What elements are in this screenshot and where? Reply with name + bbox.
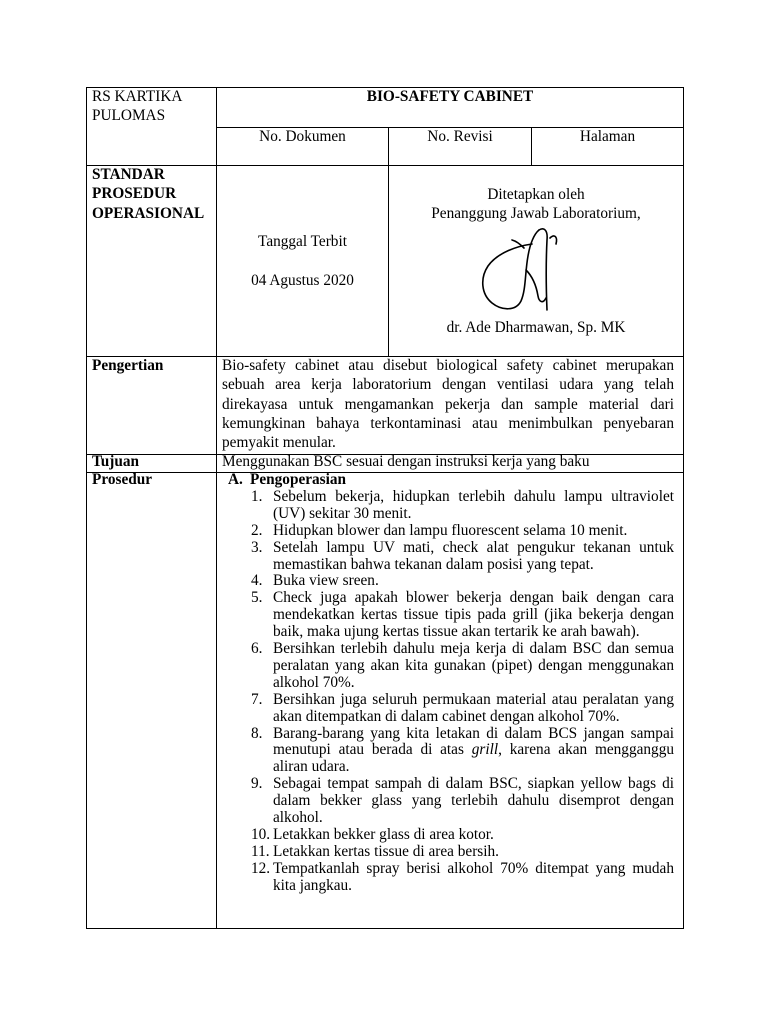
issue-date-cell: [217, 166, 388, 356]
procedure-step: [251, 589, 674, 641]
step-text: , karena akan mengganggu aliran udara.: [273, 741, 674, 776]
page-label: Halaman: [579, 128, 636, 145]
step-text: Hidupkan blower dan lampu fluorescent selama 10 menit.: [273, 521, 628, 539]
approver-title: Penanggung Jawab Laboratorium,: [431, 205, 641, 223]
sop-label: STANDAR PROSEDUR OPERASIONAL: [92, 166, 205, 222]
table-rule-bottom: [86, 928, 684, 929]
step-number: 10.: [251, 826, 271, 844]
approver-signature: [466, 224, 606, 318]
approval-cell: [389, 166, 683, 356]
procedure-section-heading: [216, 472, 683, 489]
step-text: Bersihkan terlebih dahulu meja kerja di dalam BSC dan semua peralatan yang akan kita gunakan (pipet) dengan menggunakan alkohol 70%.: [273, 640, 674, 691]
table-rule-right: [683, 87, 684, 929]
step-text: Sebelum bekerja, hidupkan terlebih dahulu lampu ultraviolet (UV) sekitar 30 menit.: [273, 487, 674, 522]
step-number: 8.: [251, 724, 263, 742]
document-number-label: No. Dokumen: [259, 128, 346, 145]
approved-by-label: Ditetapkan oleh: [487, 186, 585, 204]
procedure-step: [251, 572, 674, 590]
procedure-step: [251, 842, 674, 861]
step-number: 7.: [251, 690, 263, 708]
step-number: 9.: [251, 775, 263, 793]
step-text: Barang-barang yang kita letakan di dalam BCS jangan sampai menutupi atau berada di atas: [273, 724, 674, 759]
step-text: Setelah lampu UV mati, check alat pengukur tekanan untuk memastikan bahwa tekanan dalam posisi yang tepat.: [273, 538, 674, 573]
procedure-step: [251, 690, 674, 726]
step-number: 12.: [251, 859, 271, 877]
step-number: 3.: [251, 538, 263, 556]
step-number: 6.: [251, 640, 263, 658]
section-title: Pengoperasian: [250, 471, 347, 488]
step-number: 1.: [251, 487, 263, 505]
step-text: Bersihkan juga seluruh permukaan material atau peralatan yang akan ditempatkan di dalam cabinet dengan alkohol 70%.: [273, 690, 674, 725]
organization-name: RS KARTIKA PULOMAS: [92, 88, 182, 125]
step-text: Sebagai tempat sampah di dalam BSC, siapkan yellow bags di dalam bekker glass yang terlebih dahulu disemprot dengan alkohol.: [273, 775, 674, 827]
step-number: 2.: [251, 521, 263, 539]
procedure-step: [251, 487, 674, 523]
procedure-step: [251, 724, 674, 777]
issue-date-label: Tanggal Terbit: [258, 233, 347, 251]
step-number: 11.: [251, 842, 270, 860]
definition-label: Pengertian: [92, 357, 164, 374]
procedure-step: [251, 521, 674, 540]
procedure-step: [251, 826, 674, 844]
step-number: 4.: [251, 572, 263, 590]
procedure-label: Prosedur: [92, 471, 153, 488]
approver-name: dr. Ade Dharmawan, Sp. MK: [446, 318, 626, 336]
section-marker: A.: [228, 471, 243, 488]
procedure-step: [251, 859, 674, 895]
step-text: Letakkan bekker glass di area kotor.: [273, 826, 494, 844]
step-text: Letakkan kertas tissue di area bersih.: [273, 842, 499, 860]
procedure-step: [251, 775, 674, 827]
step-text-emphasis: grill: [471, 741, 499, 759]
step-text: Buka view sreen.: [273, 572, 379, 590]
document-title: BIO-SAFETY CABINET: [366, 88, 534, 105]
revision-number-label: No. Revisi: [427, 128, 493, 145]
purpose-label: Tujuan: [92, 453, 140, 470]
procedure-step: [251, 640, 674, 692]
step-number: 5.: [251, 589, 263, 607]
purpose-text: Menggunakan BSC sesuai dengan instruksi kerja yang baku: [222, 453, 590, 470]
issue-date: 04 Agustus 2020: [251, 271, 354, 289]
definition-text: Bio-safety cabinet atau disebut biological safety cabinet merupakan sebuah area kerja laboratorium dengan ventilasi udara yang telah direkayasa untuk mengamankan pekerja dan sample material dari kemungkinan bahaya terkontaminasi atau menimbulkan penyebaran pemyakit menular.: [222, 357, 674, 452]
step-text: Tempatkanlah spray berisi alkohol 70% ditempat yang mudah kita jangkau.: [273, 859, 674, 894]
step-text: Check juga apakah blower bekerja dengan baik dengan cara mendekatkan kertas tissue tipis pada grill (jika bekerja dengan baik, maka ujung kertas tissue akan tertarik ke arah bawah).: [273, 589, 674, 641]
procedure-content: [216, 472, 683, 928]
procedure-step: [251, 538, 674, 574]
